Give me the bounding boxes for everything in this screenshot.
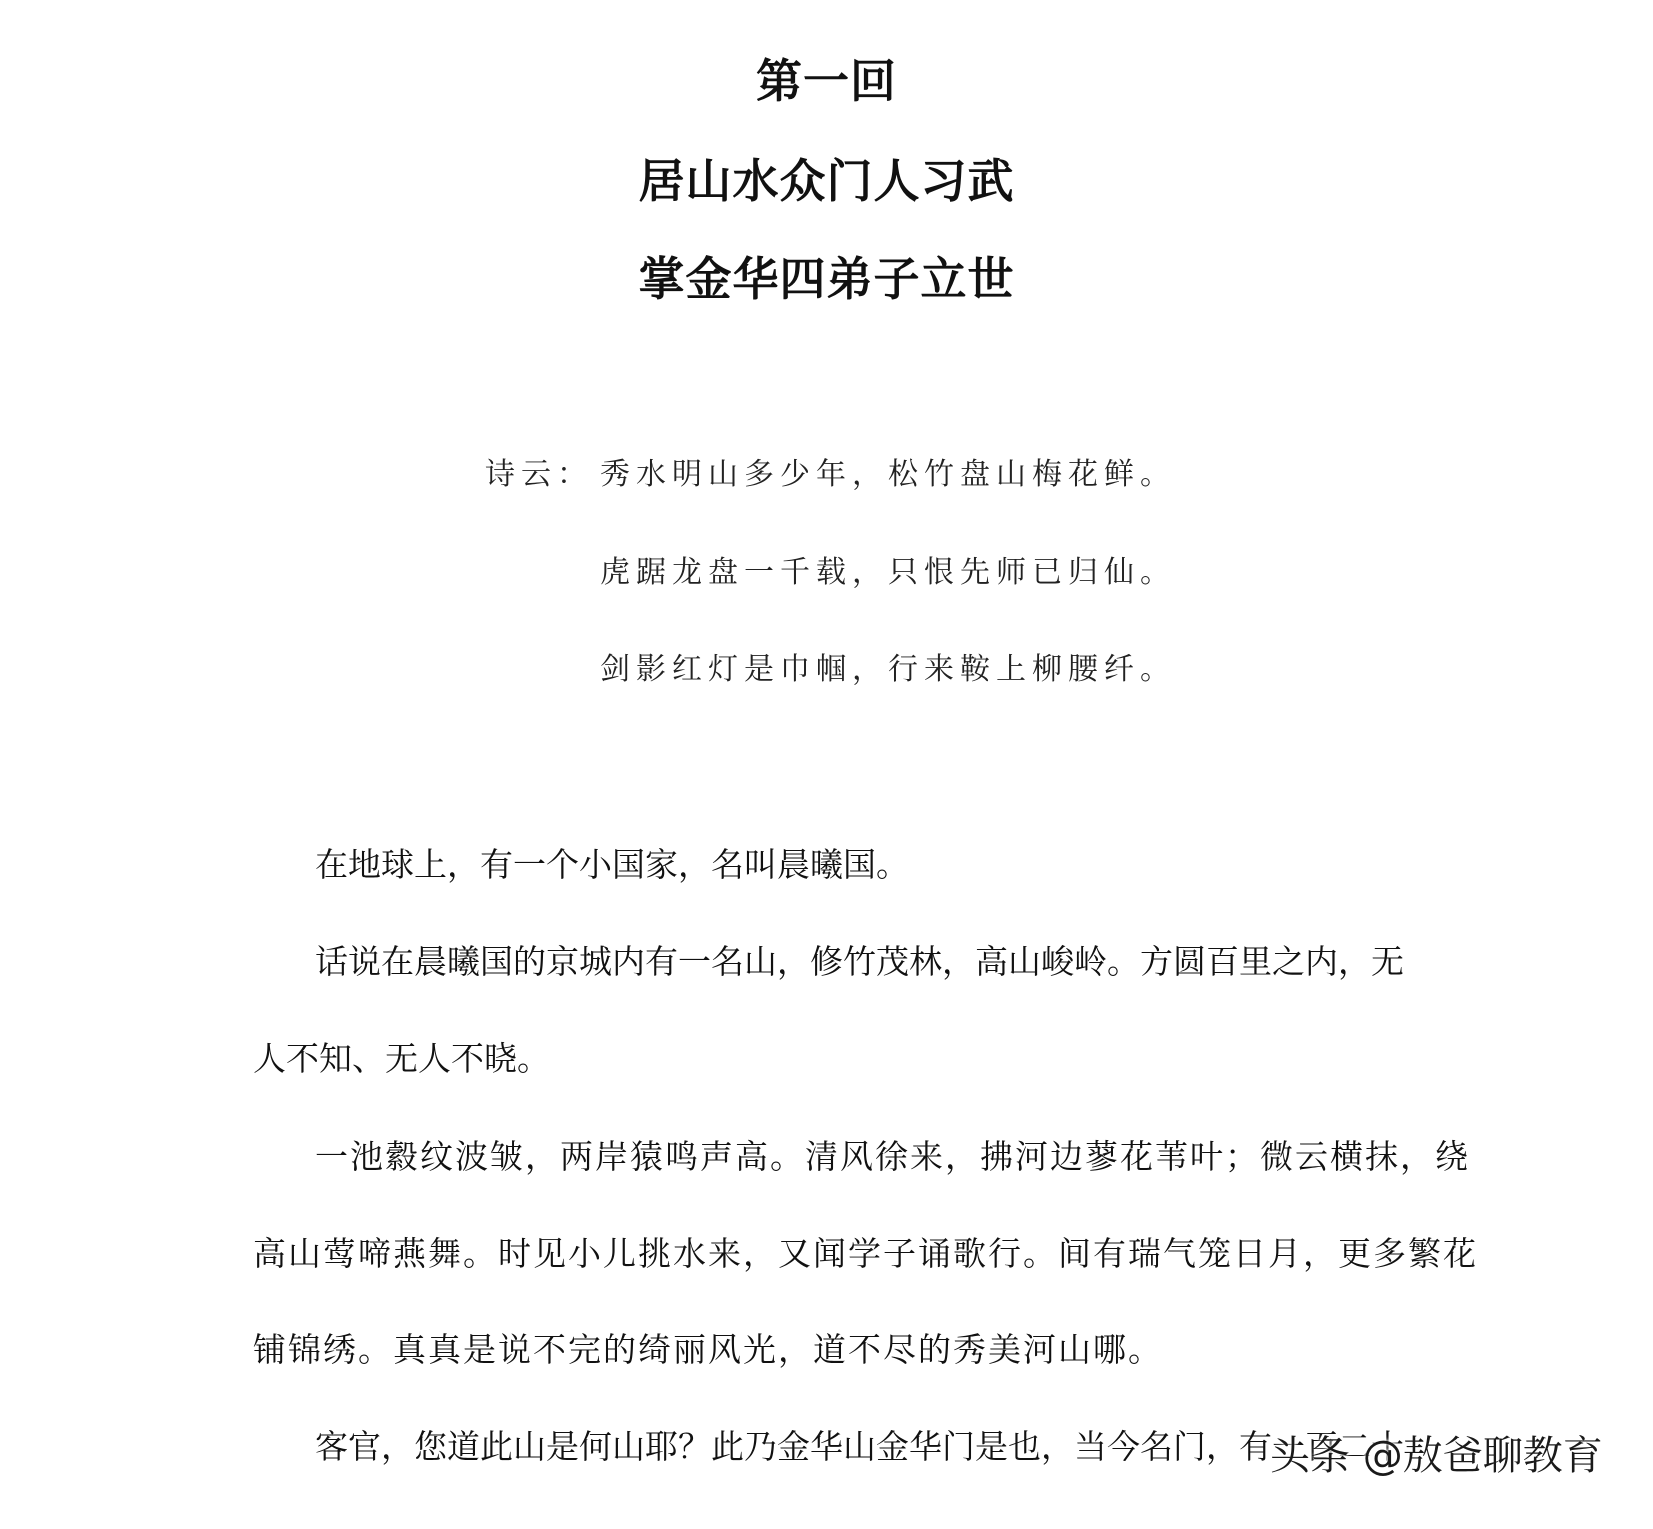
paragraph-line: 人不知、无人不晓。 xyxy=(253,1039,550,1078)
poem-line: 虎踞龙盘一千载，只恨先师已归仙。 xyxy=(600,555,1176,590)
poem-prefix: 诗云： xyxy=(485,457,593,492)
paragraph-line: 客官，您道此山是何山耶？此乃金华山金华门是也，当今名门，有一百二十 xyxy=(315,1427,1404,1466)
paragraph-line: 高山莺啼燕舞。时见小儿挑水来，又闻学子诵歌行。间有瑞气笼日月，更多繁花 xyxy=(253,1234,1478,1273)
paragraph-line: 话说在晨曦国的京城内有一名山，修竹茂林，高山峻岭。方圆百里之内，无 xyxy=(315,942,1404,981)
paragraph-line: 一池縠纹波皱，两岸猿鸣声高。清风徐来，拂河边蓼花苇叶；微云横抹，绕 xyxy=(315,1137,1470,1176)
chapter-title: 第一回 xyxy=(756,54,897,108)
paragraph-line: 铺锦绣。真真是说不完的绮丽风光，道不尽的秀美河山哪。 xyxy=(253,1330,1163,1369)
paragraph-line: 在地球上，有一个小国家，名叫晨曦国。 xyxy=(315,845,909,884)
watermark: 头条 @敖爸聊教育 xyxy=(1270,1433,1603,1479)
poem-line: 剑影红灯是巾帼，行来鞍上柳腰纤。 xyxy=(600,652,1176,687)
poem-line: 秀水明山多少年，松竹盘山梅花鲜。 xyxy=(600,457,1176,492)
chapter-subtitle-line-1: 居山水众门人习武 xyxy=(638,154,1015,208)
chapter-subtitle-line-2: 掌金华四弟子立世 xyxy=(638,252,1015,306)
